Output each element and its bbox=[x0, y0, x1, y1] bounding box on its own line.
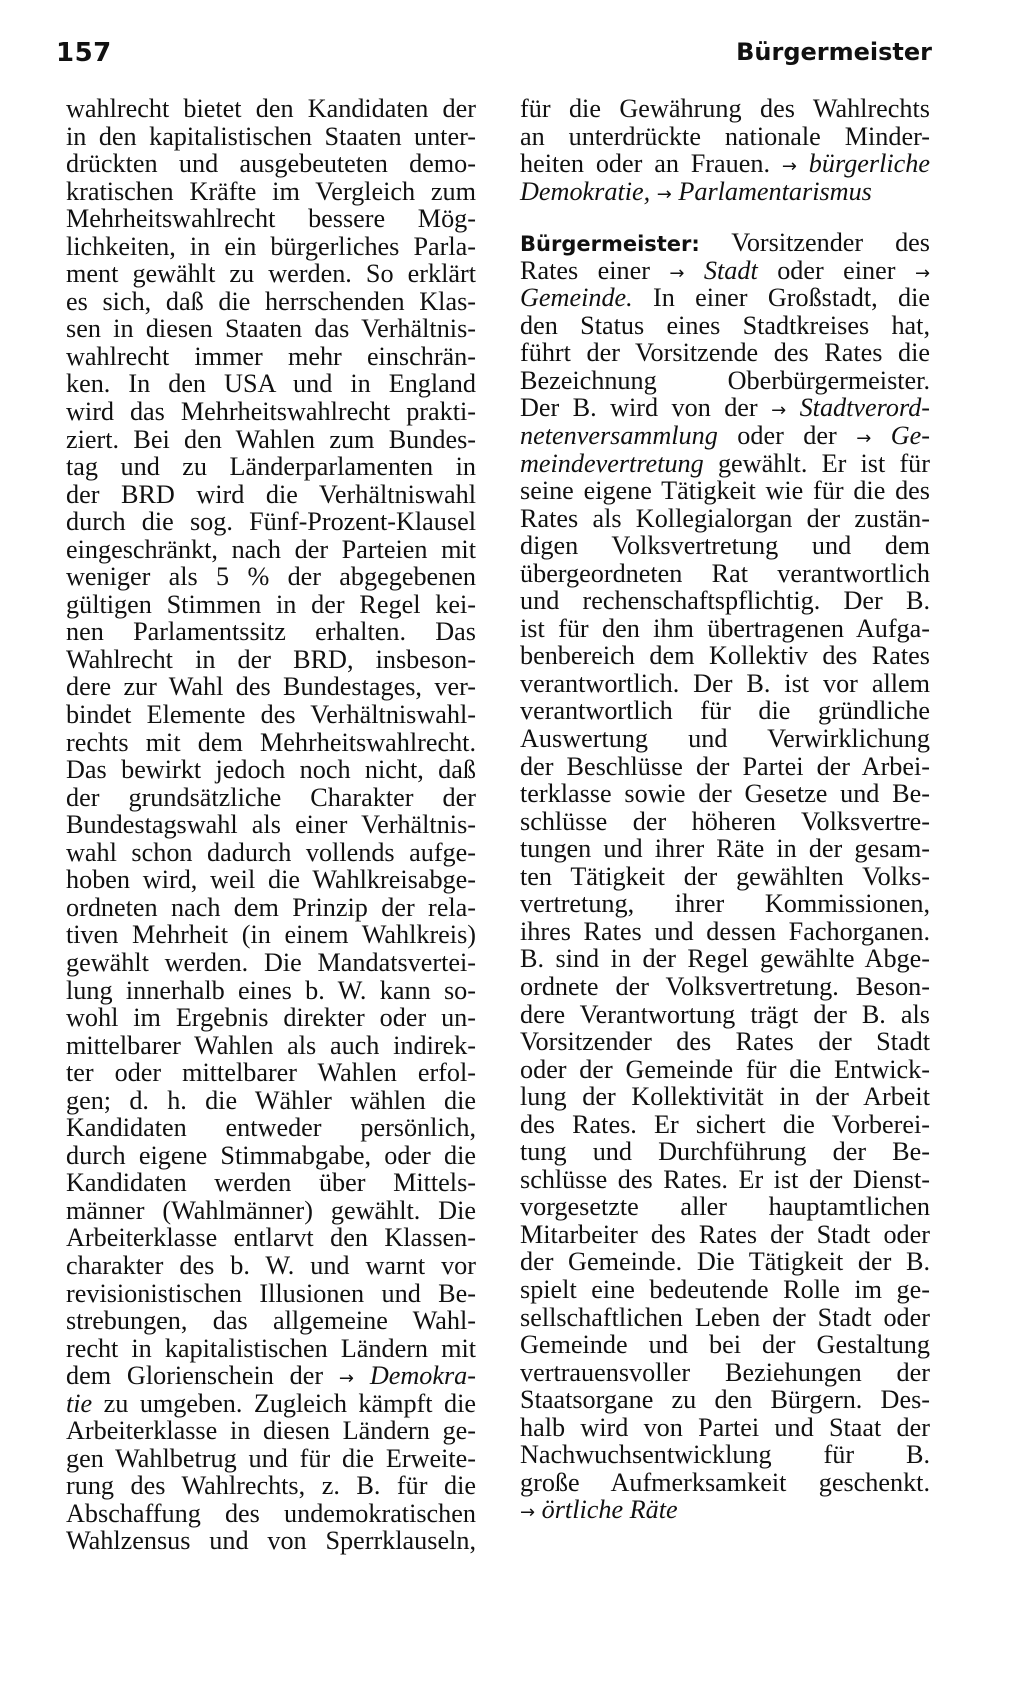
text-line: männer (Wahlmänner) gewählt. Die bbox=[66, 1195, 476, 1225]
cross-reference-arrow-icon: → bbox=[656, 183, 672, 205]
text-line: Vorsitzender des Rates der Stadt bbox=[520, 1027, 930, 1057]
text-line: Arbeiterklasse in diesen Ländern ge- bbox=[66, 1416, 476, 1446]
text-line: übergeordneten Rat verantwortlich bbox=[520, 558, 930, 588]
text-line: tungen und ihrer Räte in der gesam- bbox=[520, 834, 930, 864]
text-line: gewählt werden. Die Mandatsvertei- bbox=[66, 947, 476, 977]
text-line: Kandidaten werden über Mittels- bbox=[66, 1168, 476, 1198]
text-line: Gemeinde und bei der Gestaltung bbox=[520, 1330, 930, 1360]
text-line: strebungen, das allgemeine Wahl- bbox=[66, 1306, 476, 1336]
text-line: charakter des b. W. und warnt vor bbox=[66, 1250, 476, 1280]
cross-reference-link[interactable]: tie bbox=[66, 1388, 93, 1418]
text-line: sen in diesen Staaten das Verhältnis- bbox=[66, 314, 476, 344]
text-line: heiten oder an Frauen. → bürgerliche bbox=[520, 149, 931, 179]
text-line: lung der Kollektivität in der Arbeit bbox=[520, 1082, 930, 1112]
cross-reference-link[interactable]: Ge- bbox=[890, 421, 931, 451]
text-line: wahl schon dadurch vollends aufge- bbox=[66, 837, 476, 867]
cross-reference-link[interactable]: Parlamentarismus bbox=[678, 176, 872, 206]
text-line: ten Tätigkeit der gewählten Volks- bbox=[520, 861, 930, 891]
text-line: dere zur Wahl des Bundestages, ver- bbox=[66, 672, 476, 702]
text-line: und rechenschaftspflichtig. Der B. bbox=[520, 586, 930, 616]
text-line: lung innerhalb eines b. W. kann so- bbox=[66, 975, 476, 1005]
text-line: des Rates. Er sichert die Vorberei- bbox=[520, 1109, 930, 1139]
text-line: gen; d. h. die Wähler wählen die bbox=[66, 1085, 476, 1115]
text-line: Der B. wird von der → Stadtverord- bbox=[520, 393, 931, 423]
text-line: seine eigene Tätigkeit wie für die des bbox=[520, 476, 930, 506]
cross-reference-link[interactable]: örtliche Räte bbox=[541, 1495, 678, 1525]
text-line: verantwortlich. Der B. ist vor allem bbox=[520, 668, 930, 698]
right-column bbox=[520, 95, 930, 1524]
text-line: rung des Wahlrechts, z. B. für die bbox=[66, 1471, 476, 1501]
page-number: 157 bbox=[56, 38, 112, 68]
text-line: ordneten nach dem Prinzip der rela- bbox=[66, 892, 476, 922]
cross-reference-arrow-icon: → bbox=[914, 262, 931, 284]
text-line: der BRD wird die Verhältniswahl bbox=[66, 479, 476, 509]
text-line: revisionistischen Illusionen und Be- bbox=[66, 1278, 476, 1308]
text-line: vertrauensvoller Beziehungen der bbox=[520, 1357, 930, 1387]
cross-reference-arrow-icon: → bbox=[856, 428, 872, 450]
running-head: Bürgermeister bbox=[736, 38, 932, 66]
cross-reference-arrow-icon: → bbox=[338, 1368, 354, 1390]
text-line: verantwortlich für die gründliche bbox=[520, 696, 930, 726]
text-line: ter oder mittelbarer Wahlen erfol- bbox=[66, 1058, 476, 1088]
text-line: B. sind in der Regel gewählte Abge- bbox=[520, 944, 930, 974]
text-line: an unterdrückte nationale Minder- bbox=[520, 121, 930, 151]
text-line: oder der Gemeinde für die Entwick- bbox=[520, 1054, 930, 1084]
cross-reference-arrow-icon: → bbox=[781, 156, 797, 178]
text-line: Auswertung und Verwirklichung bbox=[520, 724, 930, 754]
text-line: dem Glorienschein der → Demokra- bbox=[66, 1361, 476, 1391]
text-line bbox=[520, 178, 930, 206]
text-line: den Status eines Stadtkreises hat, bbox=[520, 310, 930, 340]
text-line: Bundestagswahl als einer Verhältnis- bbox=[66, 810, 476, 840]
text-line: Bezeichnung Oberbürgermeister. bbox=[520, 365, 930, 395]
text-line: spielt eine bedeutende Rolle im ge- bbox=[520, 1274, 930, 1304]
text-line: der grundsätzliche Charakter der bbox=[66, 782, 476, 812]
text-line: meindevertretung gewählt. Er ist für bbox=[520, 448, 930, 478]
text-line: Staatsorgane zu den Bürgern. Des- bbox=[520, 1385, 930, 1415]
text-line: Arbeiterklasse entlarvt den Klassen- bbox=[66, 1223, 476, 1253]
text-line: wohl im Ergebnis direkter oder un- bbox=[66, 1003, 476, 1033]
text-line: Rates einer → Stadt oder einer → bbox=[520, 255, 931, 285]
text-line: wird das Mehrheitswahlrecht prakti- bbox=[66, 397, 476, 427]
text-line: sellschaftlichen Leben der Stadt oder bbox=[520, 1302, 930, 1332]
text-line: ziert. Bei den Wahlen zum Bundes- bbox=[66, 424, 476, 454]
text-line: bindet Elemente des Verhältniswahl- bbox=[66, 700, 476, 730]
text-line: Gemeinde. In einer Großstadt, die bbox=[520, 283, 930, 313]
text-line: halb wird von Partei und Staat der bbox=[520, 1412, 930, 1442]
text-line: nen Parlamentssitz erhalten. Das bbox=[66, 617, 476, 647]
text-line bbox=[520, 1496, 930, 1524]
text-line: Mitarbeiter des Rates der Stadt oder bbox=[520, 1219, 930, 1249]
text-line: vertretung, ihrer Kommissionen, bbox=[520, 889, 930, 919]
text-line: ken. In den USA und in England bbox=[66, 369, 476, 399]
text-line: schlüsse des Rates. Er ist der Dienst- bbox=[520, 1164, 930, 1194]
text-line: Mehrheitswahlrecht bessere Mög- bbox=[66, 204, 476, 234]
text-line: große Aufmerksamkeit geschenkt. bbox=[520, 1467, 930, 1497]
text-line: digen Volksvertretung und dem bbox=[520, 531, 930, 561]
text-line: recht in kapitalistischen Ländern mit bbox=[66, 1333, 476, 1363]
text-line: tung und Durchführung der Be- bbox=[520, 1137, 930, 1167]
text-line: Abschaffung des undemokratischen bbox=[66, 1498, 476, 1528]
cross-reference-link[interactable]: bürgerliche bbox=[808, 149, 931, 179]
text-line: Wahlzensus und von Sperrklauseln, bbox=[66, 1526, 476, 1556]
text-line: terklasse sowie der Gesetze und Be- bbox=[520, 779, 930, 809]
text-line: vorgesetzte aller hauptamtlichen bbox=[520, 1192, 930, 1222]
cross-reference-link[interactable]: Gemeinde. bbox=[520, 283, 633, 313]
text-line: tie zu umgeben. Zugleich kämpft die bbox=[66, 1388, 477, 1418]
text-line: Wahlrecht in der BRD, insbeson- bbox=[66, 644, 476, 674]
cross-reference-link[interactable]: meindevertretung bbox=[520, 448, 704, 478]
left-column bbox=[66, 95, 476, 1555]
text-line: tiven Mehrheit (in einem Wahlkreis) bbox=[66, 920, 476, 950]
text-line: es sich, daß die herrschenden Klas- bbox=[66, 286, 476, 316]
text-line: Kandidaten entweder persönlich, bbox=[66, 1113, 476, 1143]
cross-reference-arrow-icon: → bbox=[771, 400, 787, 422]
cross-reference-link[interactable]: Stadtverord- bbox=[799, 393, 931, 423]
text-line: für die Gewährung des Wahlrechts bbox=[520, 94, 930, 123]
text-line: ist für den ihm übertragenen Aufga- bbox=[520, 613, 930, 643]
text-line: ordnete der Volksvertretung. Beson- bbox=[520, 971, 930, 1001]
text-line: ment gewählt zu werden. So erklärt bbox=[66, 259, 476, 289]
cross-reference-link[interactable]: Stadt bbox=[703, 255, 758, 285]
text-line: schlüsse der höheren Volksvertre- bbox=[520, 806, 930, 836]
cross-reference-link[interactable]: netenversammlung bbox=[520, 421, 718, 451]
text-line: mittelbarer Wahlen als auch indirek- bbox=[66, 1030, 476, 1060]
text-line: durch eigene Stimmabgabe, oder die bbox=[66, 1140, 476, 1170]
text-line: weniger als 5 % der abgegebenen bbox=[66, 562, 476, 592]
text-line: in den kapitalistischen Staaten unter- bbox=[66, 121, 476, 151]
text-line: Das bewirkt jedoch noch nicht, daß bbox=[66, 755, 476, 785]
entry-title: Bürgermeister: bbox=[520, 232, 700, 257]
entry-first-line: Bürgermeister: Vorsitzender des bbox=[520, 228, 930, 258]
text-line: tag und zu Länderparlamenten in bbox=[66, 452, 476, 482]
text-line: kratischen Kräfte im Vergleich zum bbox=[66, 176, 476, 206]
cross-reference-arrow-icon: → bbox=[520, 1502, 536, 1524]
cross-reference-arrow-icon: → bbox=[669, 262, 685, 284]
text-line: netenversammlung oder der → Ge- bbox=[520, 421, 931, 451]
text-line: drückten und ausgebeuteten demo- bbox=[66, 149, 476, 179]
text-line: gen Wahlbetrug und für die Erweite- bbox=[66, 1443, 476, 1473]
text-line: dere Verantwortung trägt der B. als bbox=[520, 999, 930, 1029]
text-line: wahlrecht bietet den Kandidaten der bbox=[66, 94, 476, 123]
text-line: benbereich dem Kollektiv des Rates bbox=[520, 641, 930, 671]
text-line: hoben wird, weil die Wahlkreisabge- bbox=[66, 865, 476, 895]
text-line: eingeschränkt, nach der Parteien mit bbox=[66, 534, 476, 564]
text-line: führt der Vorsitzende des Rates die bbox=[520, 338, 930, 368]
text-line: der Beschlüsse der Partei der Arbei- bbox=[520, 751, 930, 781]
text-line: gültigen Stimmen in der Regel kei- bbox=[66, 589, 476, 619]
text-line: lichkeiten, in ein bürgerliches Parla- bbox=[66, 231, 476, 261]
cross-reference-link[interactable]: Demokratie, bbox=[520, 176, 651, 206]
text-line: der Gemeinde. Die Tätigkeit der B. bbox=[520, 1247, 930, 1277]
text-line: durch die sog. Fünf-Prozent-Klausel bbox=[66, 507, 476, 537]
text-line: wahlrecht immer mehr einschrän- bbox=[66, 341, 476, 371]
text-line: Nachwuchsentwicklung für B. bbox=[520, 1440, 930, 1470]
text-line: rechts mit dem Mehrheitswahlrecht. bbox=[66, 727, 476, 757]
text-line: Rates als Kollegialorgan der zustän- bbox=[520, 503, 930, 533]
cross-reference-link[interactable]: Demokra- bbox=[369, 1361, 476, 1391]
text-line: ihres Rates und dessen Fachorganen. bbox=[520, 916, 930, 946]
